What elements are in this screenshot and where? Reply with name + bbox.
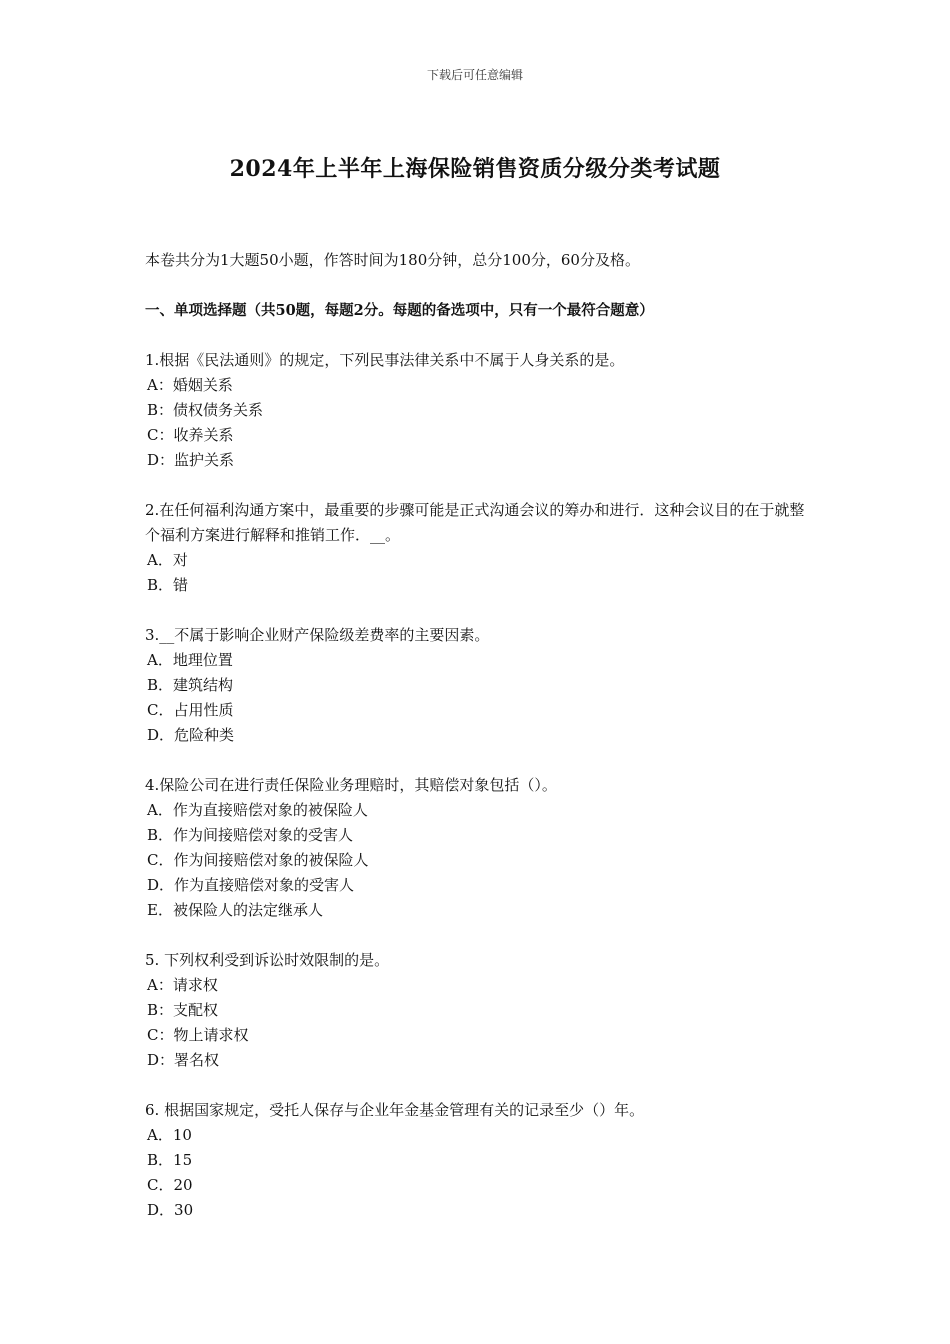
option: A．地理位置 — [147, 651, 233, 669]
question-3 — [145, 623, 810, 748]
question-1 — [145, 348, 810, 473]
option: C：收养关系 — [147, 426, 234, 444]
question-5 — [145, 948, 810, 1073]
question-4 — [145, 773, 810, 923]
question-text: 4.保险公司在进行责任保险业务理赔时，其赔偿对象包括（）。 — [145, 776, 557, 794]
option: C．占用性质 — [147, 701, 234, 719]
option: B．作为间接赔偿对象的受害人 — [147, 826, 354, 844]
option: B．15 — [147, 1151, 193, 1169]
question-2 — [145, 498, 810, 598]
option: B：支配权 — [147, 1001, 219, 1019]
section-heading: 一、单项选择题（共50题，每题2分。每题的备选项中，只有一个最符合题意） — [145, 302, 654, 319]
option: D．30 — [147, 1201, 194, 1219]
option: D．危险种类 — [147, 726, 235, 744]
option: C．作为间接赔偿对象的被保险人 — [147, 851, 369, 869]
option: D：监护关系 — [147, 451, 235, 469]
page-title: 2024年上半年上海保险销售资质分级分类考试题 — [229, 156, 721, 182]
question-6 — [145, 1098, 810, 1223]
option: D．作为直接赔偿对象的受害人 — [147, 876, 355, 894]
header-note: 下载后可任意编辑 — [426, 68, 523, 82]
option: A：婚姻关系 — [147, 376, 233, 394]
option: B．建筑结构 — [147, 676, 234, 694]
question-text: 5. 下列权利受到诉讼时效限制的是。 — [145, 951, 390, 969]
option: A．10 — [147, 1126, 192, 1144]
option: B．错 — [147, 576, 189, 594]
question-text: 1.根据《民法通则》的规定，下列民事法律关系中不属于人身关系的是。 — [145, 351, 625, 369]
option: A．对 — [147, 551, 188, 569]
question-text: 2.在任何福利沟通方案中，最重要的步骤可能是正式沟通会议的筹办和进行．这种会议目的在于就整个福利方案进行解释和推销工作．__。 — [145, 501, 805, 544]
option: C．20 — [147, 1176, 193, 1194]
question-text: 3.__不属于影响企业财产保险级差费率的主要因素。 — [145, 626, 490, 644]
option: A：请求权 — [147, 976, 218, 994]
option: D：署名权 — [147, 1051, 220, 1069]
option: B：债权债务关系 — [147, 401, 264, 419]
exam-intro: 本卷共分为1大题50小题，作答时间为180分钟，总分100分，60分及格。 — [145, 251, 640, 269]
document-body — [145, 248, 810, 1248]
option: E．被保险人的法定继承人 — [147, 901, 323, 919]
question-text: 6. 根据国家规定，受托人保存与企业年金基金管理有关的记录至少（）年。 — [145, 1101, 645, 1119]
option: A．作为直接赔偿对象的被保险人 — [147, 801, 368, 819]
option: C：物上请求权 — [147, 1026, 249, 1044]
